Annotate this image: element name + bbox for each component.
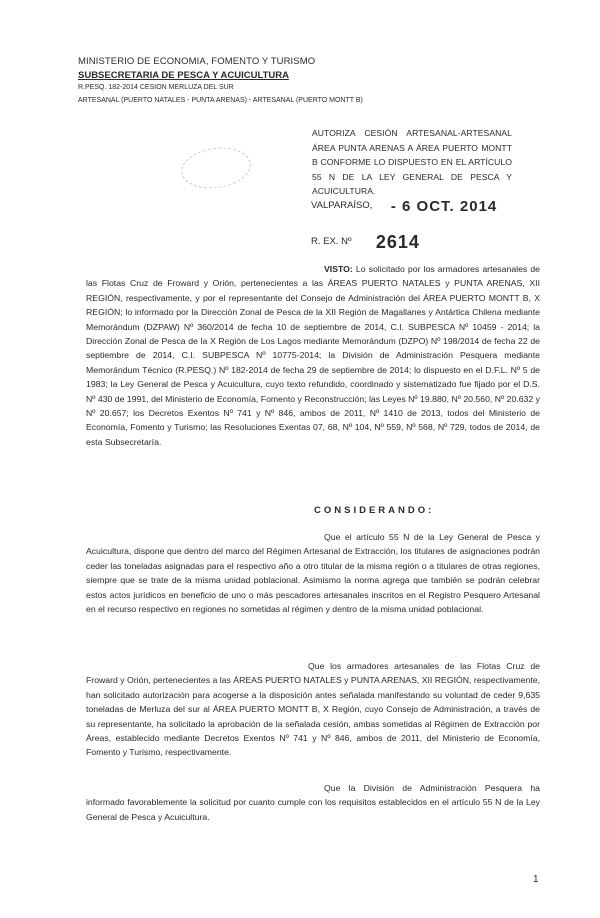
considerando-heading: CONSIDERANDO: bbox=[314, 505, 435, 516]
page-number: 1 bbox=[533, 874, 539, 885]
subsecretaria-heading: SUBSECRETARIA DE PESCA Y ACUICULTURA bbox=[78, 70, 289, 81]
place-label: VALPARAÍSO, bbox=[311, 200, 373, 211]
resolution-number-label: R. EX. Nº bbox=[311, 236, 352, 247]
date-row bbox=[311, 198, 497, 218]
resolution-number-row bbox=[311, 232, 420, 253]
considerando-text-3: Que la División de Administración Pesquera ha informado favorablemente la solicitud por cuanto cumple con los requisitos establecidos en el artículo 55 N de la Ley General de Pesca y Acuicultura. bbox=[86, 783, 540, 822]
considerando-paragraph-2 bbox=[86, 659, 540, 760]
considerando-paragraph-1 bbox=[86, 530, 540, 616]
considerando-text-2: Que los armadores artesanales de las Flotas Cruz de Froward y Orión, pertenecientes a las ÁREAS PUERTO NATALES y PUNTA ARENAS, XII REGIÓN, respectivamente, han solicitado autorización para acogerse a la disposición antes señalada manifestando su voluntad de ceder 9,635 toneladas de Merluza del sur al ÁREA PUERTO MONTT B, X Región, cuyo Consejo de Administración, a través de su representante, ha solicitado la aprobación de la señalada cesión, ambas sometidas al Régimen de Extracción por Áreas, establecido mediante Decretos Exentos Nº 741 y Nº 846, ambos de 2011, del Ministerio de Economía, Fomento y Turismo, respectivamente. bbox=[86, 661, 540, 758]
considerando-paragraph-3 bbox=[86, 781, 540, 824]
visto-paragraph bbox=[86, 262, 540, 449]
resolution-number: 2614 bbox=[375, 232, 420, 252]
resolution-subject: AUTORIZA CESIÓN ARTESANAL-ARTESANAL ÁREA PUNTA ARENAS A ÁREA PUERTO MONTT B CONFORME LO DISPUESTO EN EL ARTÍCULO 55 N DE LA LEY GENERAL DE PESCA Y ACUICULTURA. bbox=[312, 128, 512, 197]
considerando-text-1: Que el artículo 55 N de la Ley General de Pesca y Acuicultura, dispone que dentro del marco del Régimen Artesanal de Extracción, los titulares de asignaciones podrán ceder las toneladas asignadas para el respectivo año a otro titular de la misma región o a titulares de otras regiones, siempre que se trate de la misma unidad poblacional. Asimismo la norma agrega que también se podrán celebrar estos actos jurídicos en beneficio de uno o más pescadores artesanales inscritos en el Registro Pesquero Artesanal en el recurso respectivo en regiones no sometidas al régimen y dentro de la misma unidad poblacional. bbox=[86, 532, 540, 615]
visto-text: Lo solicitado por los armadores artesanales de las Flotas Cruz de Froward y Orión, pertenecientes a las ÁREAS PUERTO NATALES y PUNTA ARENAS, XII REGIÓN, respectivamente, y por el representante del Consejo de Administración del ÁREA PUERTO MONTT B, X REGIÓN; lo informado por la Dirección Zonal de Pesca de la XII Región de Magallanes y Antártica Chilena mediante Memorándum (DZPAW) Nº 360/2014 de fecha 10 de septiembre de 2014, C.I. SUBPESCA Nº 10459 - 2014; la Dirección Zonal de Pesca de la X Región de Los Lagos mediante Memorándum (DZPO) Nº 198/2014 de fecha 22 de septiembre de 2014, C.I. SUBPESCA Nº 10775-2014; la División de Administración Pesquera mediante Memorándum Técnico (R.PESQ.) Nº 182-2014 de fecha 29 de septiembre de 2014; lo dispuesto en el D.F.L. Nº 5 de 1983; la Ley General de Pesca y Acuicultura, cuyo texto refundido, coordinado y sistematizado fue fijado por el D.S. Nº 430 de 1991, del Ministerio de Economía, Fomento y Reconstrucción; las Leyes Nº 19.880, Nº 20.560, Nº 20.632 y Nº 20.657; los Decretos Exentos Nº 741 y Nº 846, ambos de 2011, Nº 1410 de 2013, todos del Ministerio de Economía, Fomento y Turismo; las Resoluciones Exentas 07, 68, Nº 104, Nº 559, Nº 568, Nº 729, todos de 2014, de esta Subsecretaría. bbox=[86, 264, 540, 447]
ministry-heading: MINISTERIO DE ECONOMIA, FOMENTO Y TURISMO bbox=[78, 56, 316, 67]
reference-line-1: R.PESQ. 182-2014 CESION MERLUZA DEL SUR bbox=[78, 84, 234, 91]
resolution-date: - 6 OCT. 2014 bbox=[390, 198, 498, 215]
received-stamp-mark bbox=[179, 143, 254, 192]
visto-label: VISTO: bbox=[324, 264, 353, 274]
reference-line-2: ARTESANAL (PUERTO NATALES - PUNTA ARENAS) - ARTESANAL (PUERTO MONTT B) bbox=[78, 97, 363, 104]
